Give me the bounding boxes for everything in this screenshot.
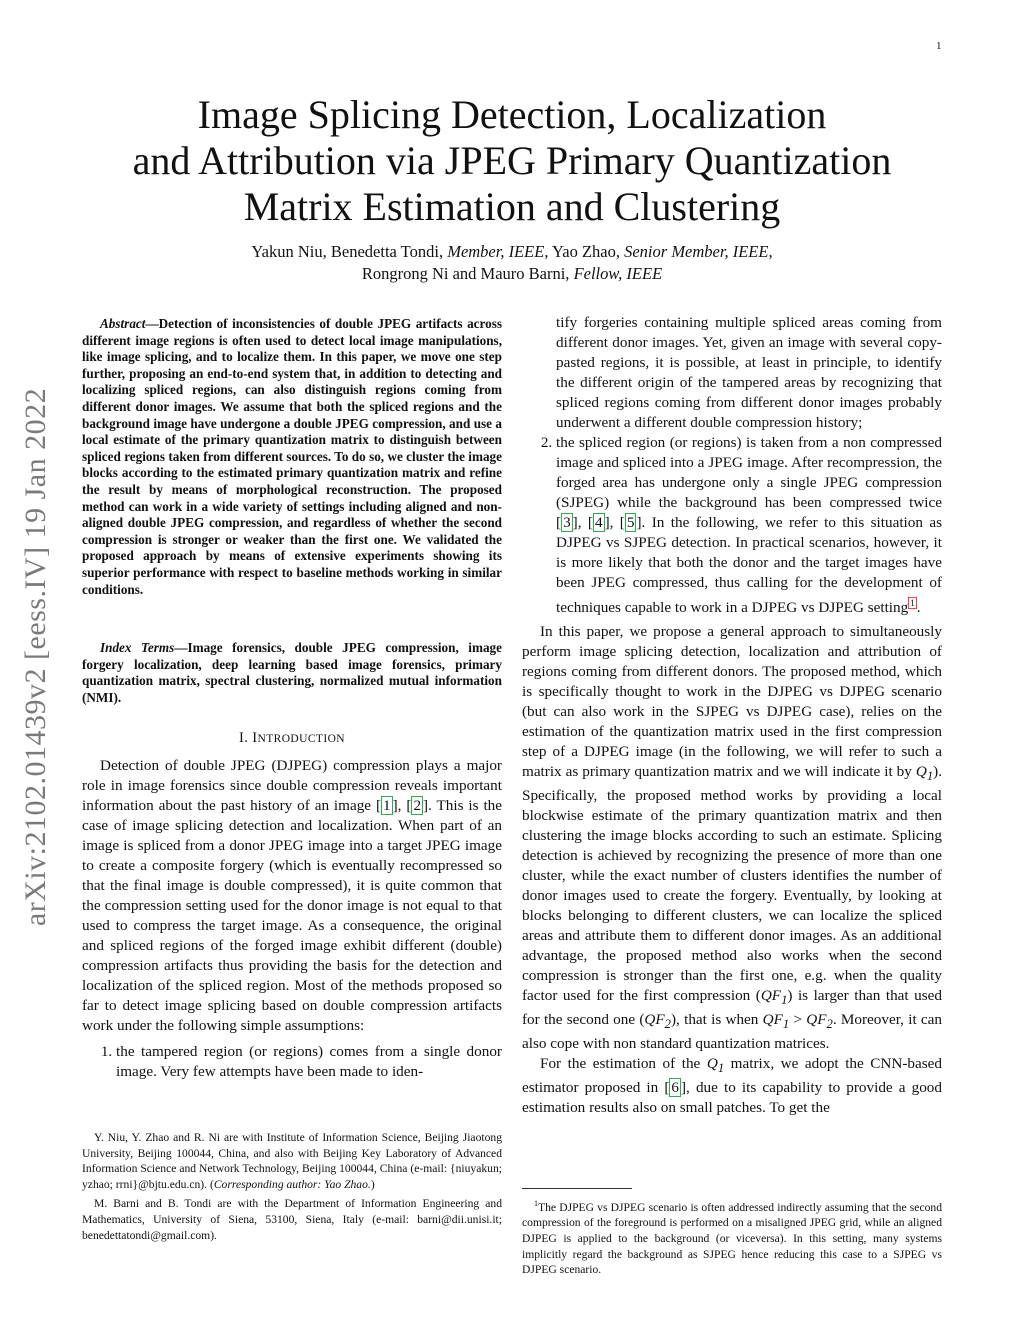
author-list — [80, 241, 944, 285]
assumption-list — [82, 1042, 502, 1082]
introduction-text — [82, 756, 502, 1082]
intro-paragraph: Detection of double JPEG (DJPEG) compression plays a major role in image forensics since double compression reveals important information about the past history of an image [ 1 ], [ 2 ]. This is the case of image splicing detection and localization. When part of an image is spliced from a donor JPEG image into a target JPEG image to create a composite forgery (which is eventually recompressed so that the final image is double compressed), it is quite common that the compression setting used for the donor image is not equal to that used to compress the target image. As a consequence, the original and spliced regions of the forged image exhibit different (double) compression artifacts thus providing the basis for the detection and localization of the spliced region. Most of the methods proposed so far to detect image splicing based on double compression artifacts work under the following simple assumptions: — [82, 757, 503, 1034]
section-number: I. — [239, 730, 253, 746]
title-line: Matrix Estimation and Clustering — [243, 184, 781, 229]
citation-link[interactable]: 5 — [626, 514, 635, 531]
body-paragraph: For the estimation of the $Q_1$ matrix, we adopt the CNN-based estimator proposed in [ 6 ], due to its capability to provide a good estimation results also on small patches. To get the — [522, 1055, 942, 1117]
footnote-rule — [522, 1188, 632, 1189]
list-item: 1. the tampered region (or regions) comes from a single donor image. Very few attempts have been made to iden- — [116, 1042, 502, 1082]
assumption-list-cont — [522, 433, 942, 618]
citation-link[interactable]: 6 — [671, 1079, 679, 1097]
math-inequality: $QF_1 > QF_2$ — [762, 1011, 833, 1032]
text-run: . This is the case of image splicing detection and localization. When part of an image is spliced from a donor JPEG image into a target JPEG image to create a composite forgery (which is eventually recompressed so that the final image is double compressed), it is quite common that the compression setting used for the donor image is not equal to that used to compress the target image. As a consequence, the original and spliced regions of the forged image exhibit different (double) compression artifacts thus providing the basis for the detection and localization of the spliced region. Most of the methods proposed so far to detect image splicing based on double compression artifacts work under the following simple assumptions: — [82, 797, 503, 1034]
author-text: , — [768, 242, 773, 261]
affiliation-note: M. Barni and B. Tondi are with the Department of Information Engineering and Mathematics, University of Siena, 53100, Siena, Italy (e-mail: barni@dii.unisi.it; benedettatondi@gmail.com). — [82, 1197, 502, 1242]
text-run: ), that is when — [671, 1011, 763, 1029]
section-title-rest: NTRODUCTION — [257, 733, 345, 745]
author-line-1 — [80, 241, 944, 263]
text-run: For the estimation of the — [540, 1055, 707, 1073]
affiliation-footnotes — [82, 1130, 502, 1247]
citation-link[interactable]: 2 — [413, 797, 422, 814]
citation-link[interactable]: 1 — [383, 797, 391, 814]
abstract-label: Abstract — [100, 316, 146, 331]
abstract-text: —Detection of inconsistencies of double JPEG artifacts across different image regions is often used to detect local image manipulations, like image splicing, and to localize them. In this paper, we move one step further, proposing an end-to-end system that, in addition to detecting and localizing spliced regions, can also distinguish regions coming from different donor images. We assume that both the spliced regions and the background image have undergone a double JPEG compression, and use a local estimate of the primary quantization matrix to distinguish between spliced regions taken from different sources. To do so, we cluster the image blocks according to the estimated primary quantization matrix and refine the result by means of morphological reconstruction. The proposed method can work in a wide variety of settings including aligned and non-aligned double JPEG compression, and regardless of whether the second compression is stronger or weaker than the first one. We validated the proposed approach by means of extensive experiments showing its superior performance with respect to baseline methods working in similar conditions. — [82, 316, 502, 597]
section-title-initial: I — [252, 730, 258, 746]
abstract — [82, 316, 502, 598]
footnote — [522, 1196, 942, 1278]
text-run: , due to its capability to provide a good estimation results also on small patches. To get the — [522, 1079, 942, 1117]
section-heading — [82, 730, 502, 747]
footnote-link[interactable]: 1 — [910, 598, 915, 608]
math-symbol: $Q_1$ — [915, 763, 934, 784]
right-column-text — [522, 313, 942, 1118]
author-membership: Senior Member, IEEE — [624, 242, 769, 261]
math-symbol: $QF_1$ — [760, 987, 788, 1008]
text-run: ). Specifically, the proposed method works by providing a local blockwise estimate of the primary quantization matrix and then clustering the image blocks according to such an estimate. Splicing detection is achieved by recognizing the presence of more than one cluster, while the exact number of clusters identifies the number of donor images used to create the forgery. Eventually, by looking at blocks belonging to different clusters, we can localize the spliced areas and attribute them to different donor images. As an additional advantage, the proposed method also works when the second compression is stronger than the first one, e.g. when the quality factor used for the first compression ( — [522, 763, 942, 1005]
math-symbol: $Q_1$ — [706, 1055, 725, 1076]
citation-link[interactable]: 3 — [563, 514, 571, 531]
list-item-continuation: tify forgeries containing multiple spliced areas coming from different donor images. Yet, given an image with several copy-pasted regions, it is possible, at least in principle, to identify the different origin of the tampered areas by recognizing that spliced regions coming from different donor images probably underwent a different double compression history; — [556, 314, 942, 431]
title-line: and Attribution via JPEG Primary Quantization — [132, 138, 892, 183]
text-run: matrix, we adopt the CNN-based estimator proposed in — [522, 1055, 942, 1097]
text-run: ) is larger than that used for the second one ( — [522, 987, 942, 1029]
citation-link[interactable]: 4 — [594, 514, 603, 531]
footnote-mark: 1 — [534, 1199, 538, 1208]
arxiv-stamp-text: arXiv:2102.01439v2 [eess.IV] 19 Jan 2022 — [19, 387, 52, 927]
author-text: Rongrong Ni and Mauro Barni, — [361, 264, 574, 283]
index-terms-label: Index Terms — [100, 640, 175, 655]
arxiv-stamp — [6, 355, 66, 960]
affiliation-note: Y. Niu, Y. Zhao and R. Ni are with Institute of Information Science, Beijing Jiaotong University, Beijing 100044, China, and also with Beijing Key Laboratory of Advanced Information Science and Network Technology, Beijing 100044, China (e-mail: {niuyakun; yzhao; rrni}@bjtu.edu.cn). (Corresponding author: Yao Zhao.) — [82, 1131, 502, 1191]
index-terms-text: —Image forensics, double JPEG compression, image forgery localization, deep learning based image forensics, primary quantization matrix, spectral clustering, normalized mutual information (NMI). — [82, 640, 503, 705]
list-item: 2. the spliced region (or regions) is taken from a non compressed image and spliced into a JPEG image. After recompression, the forged area has undergone only a single JPEG compression (SJPEG) while the background has been compressed twice [ 3 ], [ 4 ], [ 5 ]. In the following, we refer to this situation as DJPEG vs SJPEG detection. In practical scenarios, however, it is more likely that both the donor and the target images have been JPEG compressed, thus calling for the development of techniques capable to work in a DJPEG vs DJPEG setting $^1$ . — [556, 433, 942, 618]
author-membership: Member, IEEE — [447, 242, 545, 261]
author-line-2 — [80, 263, 944, 285]
title-line: Image Splicing Detection, Localization — [197, 92, 827, 137]
index-terms — [82, 640, 502, 706]
math-symbol: $QF_2$ — [644, 1011, 671, 1032]
author-membership: Fellow, IEEE — [573, 264, 663, 283]
page-number: 1 — [936, 40, 942, 52]
text-run: . Moreover, it can also cope with non standard quantization matrices. — [522, 1011, 942, 1053]
text-run: In this paper, we propose a general approach to simultaneously perform image splicing detection, localization and attribution of regions coming from different donors. The proposed method, which is specifically thought to work in the DJPEG vs DJPEG scenario (but can also work in the SJPEG vs DJPEG case), relies on the estimation of the quantization matrix used in the first compression step of a DJPEG image (in the following, we will refer to such a matrix as primary quantization matrix and we will indicate it by — [522, 623, 942, 781]
text-run: . In the following, we refer to this situation as DJPEG vs SJPEG detection. In practical scenarios, however, it is more likely that both the donor and the target images have been JPEG compressed, thus calling for the development of techniques capable to work in a DJPEG vs DJPEG setting — [556, 514, 942, 617]
text-run: Detection of double JPEG (DJPEG) compression plays a major role in image forensics since double compression reveals important information about the past history of an image — [82, 757, 502, 814]
paper-title — [80, 92, 944, 230]
body-paragraph — [522, 622, 942, 1054]
text-run: , — [397, 797, 407, 814]
author-text: Yakun Niu, Benedetta Tondi, — [251, 242, 448, 261]
text-run: . — [916, 599, 921, 617]
author-text: , Yao Zhao, — [544, 242, 625, 261]
footnote-text: The DJPEG vs DJPEG scenario is often addressed indirectly assuming that the second compression of the foreground is performed on a misaligned JPEG grid, while an aligned DJPEG is applied to the background (or viceversa). In this setting, many systems implicitly regard the background as SJPEG hence reducing this case to a SJPEG vs DJPEG scenario. — [522, 1200, 942, 1277]
text-run: the spliced region (or regions) is taken from a non compressed image and spliced into a JPEG image. After recompression, the forged area has undergone only a single JPEG compression (SJPEG) while the background has been compressed twice — [556, 434, 942, 511]
